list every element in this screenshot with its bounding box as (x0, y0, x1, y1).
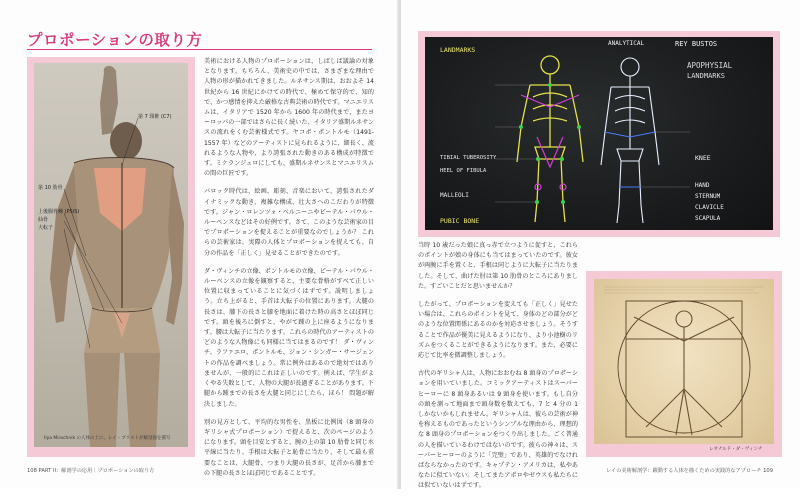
left-page (0, 0, 399, 489)
figure-caption: Ilya Mirochnik の人体の上に、レイ・ブリストが解剖図を描写 (44, 436, 171, 441)
label-c7: 第 7 頸椎 (C7) (138, 114, 172, 120)
title-rule (27, 49, 372, 50)
paragraph: ダ・ヴィンチの立像、ポントルモの立像、ピーテル・パウル・ルーベンスの立像を観察すると、主要な骨格がすべて正しい位置に収まっていることに気づくはずです。説明しましょう。立ち上がると、手首は大転子の位置にあります。大腿の長さは、膝下の長さと膝を地面に着けた時の高さとほぼ同じです。頭を後ろに倒すと、やがて踵の上に座るようになります。腰は大転子に当たります。これらの時代のアーティストのどのような人物像にも同様に当てはまるのです！ ダ・ヴィンチ、ラファエロ、ポントルモ、ジョン・シンガー・サージェントの作品を調べましょう。常に例外はあるので絶対ではありませんが、一般的にこれは正しいのです。例えば、学生がよくやる失敗として、人物の大腿が長過ぎることがあります。下腿から踵までの長さを大腿と同じにしたら、ほら！ 問題が解決しました。 (204, 267, 375, 408)
label-rib10: 第 10 肋骨 (38, 185, 63, 191)
paragraph: したがって、プロポーションを変えても「正しく」見せたい場合は、これらのポイントを見て、身体のどの部分がどのような位置関係にあるのかを対応させましょう。そうすることで作品が優美に見えるようになり、より小池樹のリズムをつくることができるようになります。また、必要に応じて比率を微調整しましょう。 (418, 301, 578, 360)
body-text-right (418, 241, 578, 500)
paragraph: 古代のギリシャ人は、人物におおむね 8 頭身のプロポーションを用いていました。コミックアーティストはスーパーヒーローに 8 頭身あるいは 9 頭身を使います。もし自分の頭を測って地面まで頭身数を数えても、7 と 4 分の 1 しかないかもしれません。ギリシャ人は、彼らの芸術が神を称えるものであったというシンプルな理由から、理想的な 8 頭身のプロポーションをつくり出しました。ごく普通の人を描いているわけではないのです。彼らの神々は、スーパーヒーローのように「完璧」であり、英雄的でなければならなかったのです。キャプテン・アメリカは、私やあなたに似ていない。そしてまたアポロやゼウスも私たちには似ていないはずです。 (418, 370, 578, 490)
label-sacrum: 仙骨 (38, 217, 49, 223)
blackboard-illustration (425, 37, 773, 230)
chalk-label-landmarks: LANDMARKS (440, 46, 476, 54)
chalk-label-clavicle: CLAVICLE (695, 204, 724, 211)
body-text-left (204, 57, 374, 487)
chalk-label-author: REY BUSTOS (675, 40, 718, 48)
page-footer-left: 108 PART II：解剖学の応用｜プロポーションの取り方 (27, 468, 155, 474)
chalk-label-scapula: SCAPULA (695, 215, 721, 222)
chalk-label-malleoli: MALLEOLI (440, 192, 469, 199)
label-psis: 上後腸骨棘 (PSIS) (38, 209, 80, 215)
vitruvian-man-illustration (594, 279, 774, 444)
chalk-label-knee: KNEE (695, 154, 711, 162)
right-page (401, 0, 800, 489)
page-footer-right: レイの美術解剖学：躍動する人体を描くための実践的なアプローチ 109 (606, 468, 773, 474)
paragraph: 別の見方として、平均的な男性を、黒板に比例図（8 頭身のギリシャ式プロポーション）で捉えると、次のページのようになります。頭を目安とすると、腕の上の第 10 肋骨と同じ水平線に当たり、手根は大転子と恥骨に当たり、そして最も重要なことは、大腿骨、つまり大腿の長さが、足首から膝までの下腿の長さとほぼ同じであることです。 (204, 418, 374, 477)
chalk-label-apophysial: APOPHYSIAL (687, 61, 733, 70)
paragraph: バロック時代は、絵画、彫刻、音楽において、誇張されたダイナミックな動き、複雑な構成、壮大さへのこだわりが特徴です。ジャン・ロレンツォ・ベルニーニやピーテル・パウル・ルーベンスなどはその好例です。さて、このような芸術家の目でプロポーションを捉えることが重要なのでしょうか？ これらの芸術家は、実際の人体とプロポーションを捉えても、自分の作品を「正しく」見せることができたのです。 (204, 188, 374, 257)
label-greater-trochanter: 大転子 (38, 225, 54, 231)
chalk-label-tibial: TIBIAL TUBEROSITY (440, 155, 497, 161)
chalk-label-hand: HAND (695, 182, 710, 189)
page-title: プロポーションの取り方 (27, 31, 203, 49)
anatomy-back-illustration (34, 63, 188, 447)
vitruvian-caption: レオナルド・ダ・ヴィンチ (709, 447, 763, 452)
chalk-label-landmarks-2: LANDMARKS (687, 72, 725, 80)
paragraph: 美術における人物のプロポーションは、しばしば議論の対象となります。もちろん、美術史の中では、さまざまな理由で人物の形が描かれてきました。ルネサンス期は、おおよそ 14 世紀から 16 世紀にかけての時代で、極めて保守的で、知的で、かつ感情を抑えた厳格な古典芸術の時代です。マニエリスムは、イタリアで 1520 年から 1600 年の時代まで、またヨーロッパの一部ではさらに長く続いた、イタリア盛期ルネサンスの流れをくむ芸術様式です。ヤコポ・ポントルモ（1491-1557 年）などのアーティストに見られるように、細長く、流れるような人物や、より誇張された動きのある構成が特徴です。ミケランジェロにしても、盛期ルネサンスとマニエリスムの間の巨匠です。 (204, 58, 375, 178)
paragraph: 当時 10 歳だった娘に真っ赤で立つように促すと、これらのポイントが娘の身体にも当てはまっていたのです。彼女が両腕に手を置くと、手根は同じように大転子に当たりました。そして、曲げた肘は第 10 肋骨のところにありました。すごいことだと思いませんか？ (418, 242, 578, 290)
chalk-label-sternum: STERNUM (695, 193, 721, 200)
chalk-label-pubic: PUBIC BONE (440, 217, 480, 225)
chalk-label-analytical: ANALYTICAL (608, 40, 645, 47)
chalk-label-heel: HEEL OF FIBULA (440, 168, 487, 174)
